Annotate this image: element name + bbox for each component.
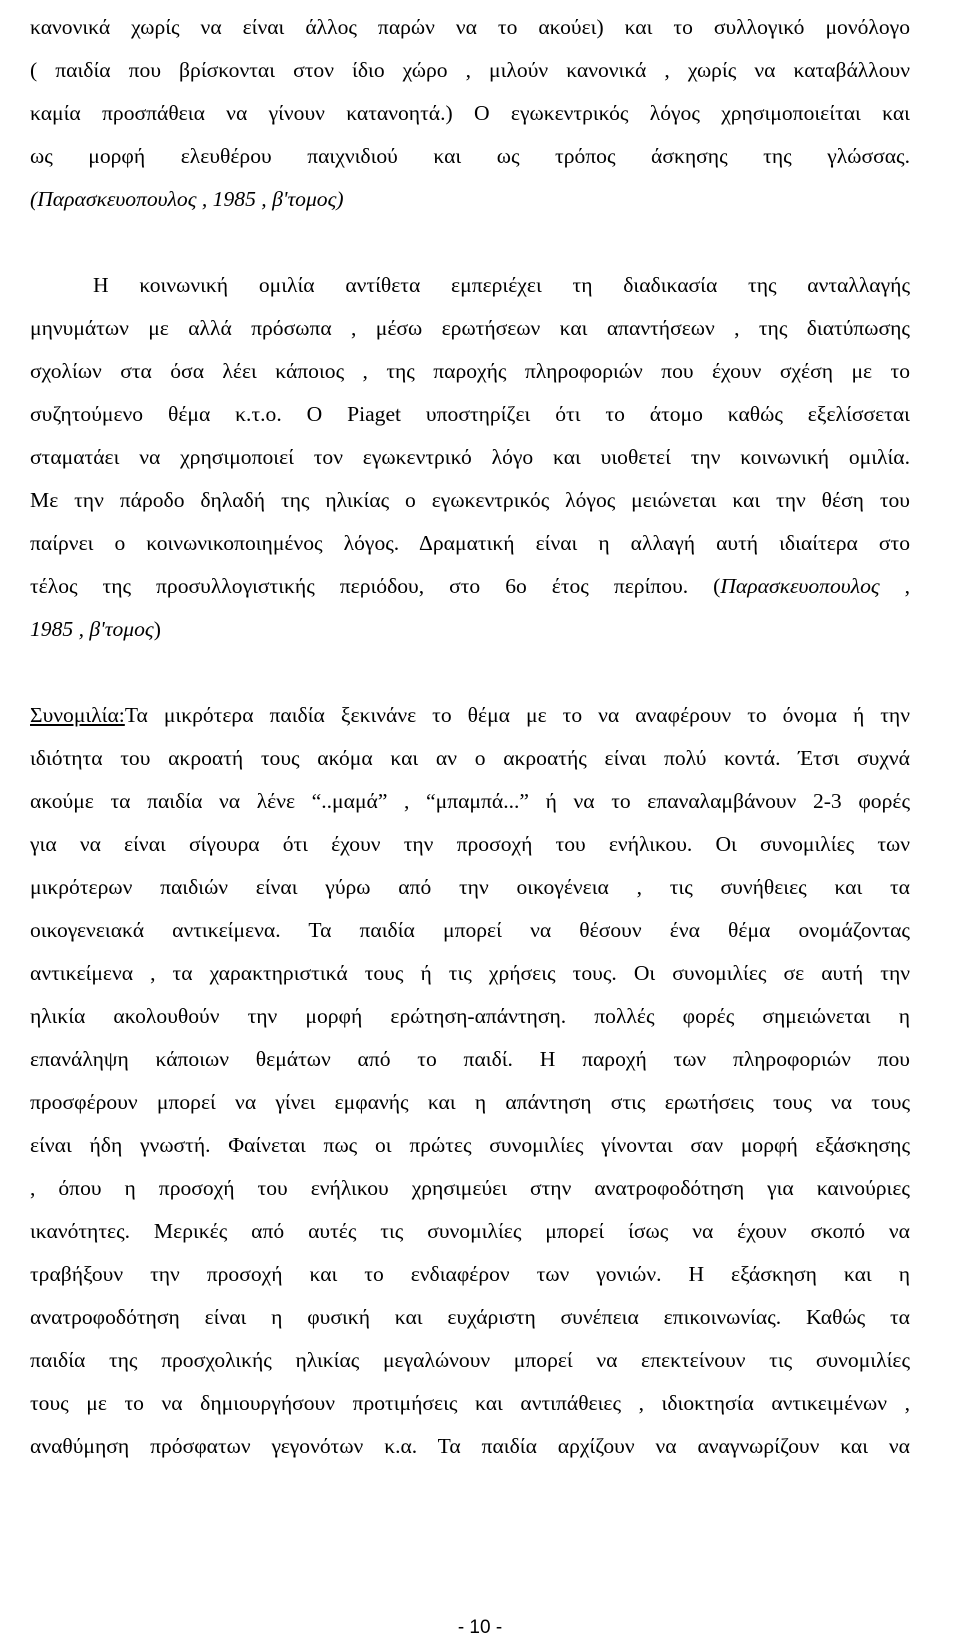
citation-separator: , <box>879 574 910 598</box>
citation-line <box>30 608 910 651</box>
citation-year-volume: 1985 , β'τομος <box>30 617 154 641</box>
text-line: συζητούμενο θέμα κ.τ.ο. Ο Piaget υποστηρίζει ότι το άτομο καθώς εξελίσσεται <box>30 402 910 426</box>
text-line: αναθύμηση πρόσφατων γεγονότων κ.α. Τα παιδία αρχίζουν να αναγνωρίζουν και να <box>30 1434 910 1458</box>
text-line: επανάληψη κάποιων θεμάτων από το παιδί. Η παροχή των πληροφοριών που <box>30 1047 910 1071</box>
paragraph-gap <box>30 221 910 264</box>
text-line: ανατροφοδότηση είναι η φυσική και ευχάριστη συνέπεια επικοινωνίας. Καθώς τα <box>30 1305 910 1329</box>
paragraph-gap <box>30 651 910 694</box>
text-line: σταματάει να χρησιμοποιεί τον εγωκεντρικό λόγο και υιοθετεί την κοινωνική ομιλία. <box>30 445 910 469</box>
text-line: παιδία της προσχολικής ηλικίας μεγαλώνουν μπορεί να επεκτείνουν τις συνομιλίες <box>30 1348 910 1372</box>
text-line: σχολίων στα όσα λέει κάποιος , της παροχής πληροφοριών που έχουν σχέση με το <box>30 359 910 383</box>
section-heading: Συνομιλία: <box>30 703 125 727</box>
citation: (Παρασκευοπουλος , 1985 , β'τομος) <box>30 187 344 211</box>
text-line: ηλικία ακολουθούν την μορφή ερώτηση-απάντηση. πολλές φορές σημειώνεται η <box>30 1004 910 1028</box>
text-line: μηνυμάτων με αλλά πρόσωπα , μέσω ερωτήσεων και απαντήσεων , της διατύπωσης <box>30 316 910 340</box>
text-span: Τα μικρότερα παιδία ξεκινάνε το θέμα με το να αναφέρουν το όνομα ή την <box>124 703 910 727</box>
text-span: τέλος της προσυλλογιστικής περιόδου, στο 6ο έτος περίπου. ( <box>30 574 721 598</box>
citation-author: Παρασκευοπουλος <box>720 574 880 598</box>
text-line: ικανότητες. Μερικές από αυτές τις συνομιλίες μπορεί ίσως να έχουν σκοπό να <box>30 1219 910 1243</box>
text-line: είναι ήδη γνωστή. Φαίνεται πως οι πρώτες συνομιλίες γίνονται σαν μορφή εξάσκησης <box>30 1133 910 1157</box>
text-line: ως μορφή ελευθέρου παιχνιδιού και ως τρόπος άσκησης της γλώσσας. <box>30 144 910 168</box>
text-line: οικογενειακά αντικείμενα. Τα παιδία μπορεί να θέσουν ένα θέμα ονομάζοντας <box>30 918 910 942</box>
text-line: ( παιδία που βρίσκονται στον ίδιο χώρο , μιλούν κανονικά , χωρίς να καταβάλλουν <box>30 58 910 82</box>
document-page <box>30 6 910 1468</box>
text-line: παίρνει ο κοινωνικοποιημένος λόγος. Δραματική είναι η αλλαγή αυτή ιδιαίτερα στο <box>30 531 910 555</box>
text-line: για να είναι σίγουρα ότι έχουν την προσοχή του ενήλικου. Οι συνομιλίες των <box>30 832 910 856</box>
text-line: , όπου η προσοχή του ενήλικου χρησιμεύει στην ανατροφοδότηση για καινούριες <box>30 1176 910 1200</box>
text-line: αντικείμενα , τα χαρακτηριστικά τους ή τις χρήσεις τους. Οι συνομιλίες σε αυτή την <box>30 961 910 985</box>
text-line: προσφέρουν μπορεί να γίνει εμφανής και η απάντηση στις ερωτήσεις τους να τους <box>30 1090 910 1114</box>
citation-close: ) <box>153 617 161 641</box>
text-line: Με την πάροδο δηλαδή της ηλικίας ο εγωκεντρικός λόγος μειώνεται και την θέση του <box>30 488 910 512</box>
paragraph-first-line: Η κοινωνική ομιλία αντίθετα εμπεριέχει τη διαδικασία της ανταλλαγής <box>93 273 910 297</box>
text-line-with-citation <box>30 565 910 608</box>
text-line: ακούμε τα παιδία να λένε “..μαμά” , “μπαμπά...” ή να το επαναλαμβάνουν 2-3 φορές <box>30 789 910 813</box>
text-line: κανονικά χωρίς να είναι άλλος παρών να το ακούει) και το συλλογικό μονόλογο <box>30 15 910 39</box>
text-line: καμία προσπάθεια να γίνουν κατανοητά.) Ο εγωκεντρικός λόγος χρησιμοποιείται και <box>30 101 910 125</box>
section-first-line <box>30 694 910 737</box>
text-line: ιδιότητα του ακροατή τους ακόμα και αν ο ακροατής είναι πολύ κοντά. Έτσι συχνά <box>30 746 910 770</box>
text-line: μικρότερων παιδιών είναι γύρω από την οικογένεια , τις συνήθειες και τα <box>30 875 910 899</box>
text-line: τους με το να δημιουργήσουν προτιμήσεις και αντιπάθειες , ιδιοκτησία αντικειμένων , <box>30 1391 910 1415</box>
page-number: - 10 - <box>457 1617 503 1638</box>
text-line: τραβήξουν την προσοχή και το ενδιαφέρον των γονιών. Η εξάσκηση και η <box>30 1262 910 1286</box>
